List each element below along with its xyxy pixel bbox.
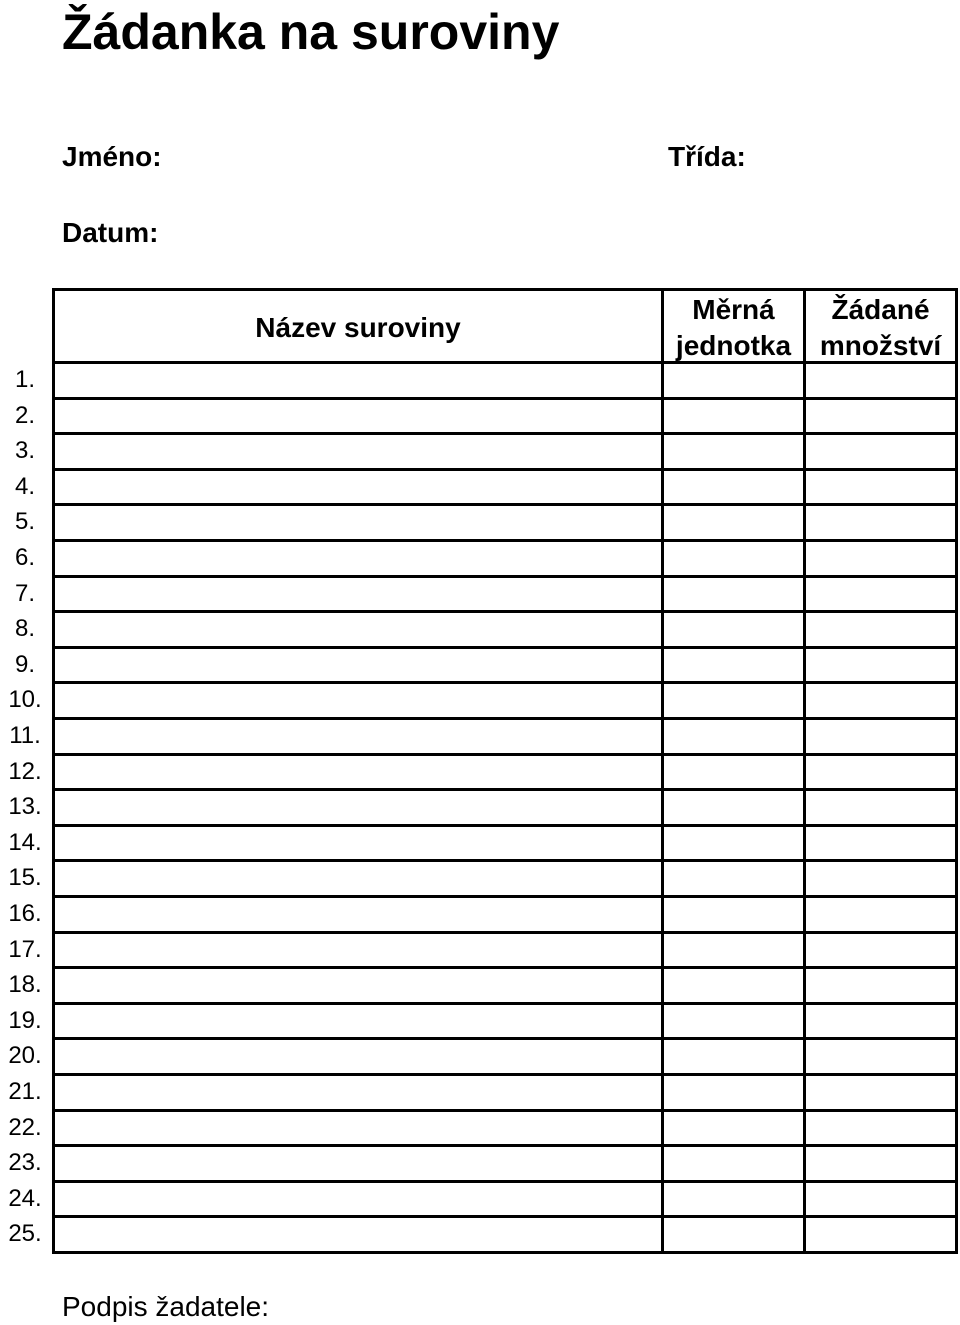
row-line bbox=[55, 1180, 955, 1183]
row-line bbox=[55, 1037, 955, 1040]
raw-materials-table bbox=[52, 288, 958, 1254]
signature-label: Podpis žadatele: bbox=[62, 1291, 270, 1322]
row-line bbox=[55, 575, 955, 578]
row-number: 7. bbox=[14, 579, 35, 607]
row-line bbox=[55, 824, 955, 827]
row-number: 21. bbox=[8, 1078, 42, 1105]
row-number: 1. bbox=[14, 366, 35, 393]
row-number: 13. bbox=[8, 793, 42, 821]
row-number: 17. bbox=[8, 935, 42, 963]
row-number: 23. bbox=[8, 1149, 42, 1177]
row-line bbox=[55, 1002, 955, 1005]
header-quantity-line2: množství bbox=[819, 330, 942, 361]
row-number: 12. bbox=[8, 757, 42, 785]
row-line bbox=[55, 1109, 955, 1112]
header-quantity bbox=[806, 291, 955, 365]
row-line bbox=[55, 610, 955, 613]
class-label: Třída: bbox=[668, 141, 746, 172]
row-number: 4. bbox=[14, 472, 35, 500]
row-line bbox=[55, 646, 955, 649]
row-number: 18. bbox=[8, 971, 42, 999]
row-number: 16. bbox=[8, 900, 42, 927]
row-number: 10. bbox=[8, 686, 42, 714]
name-label: Jméno: bbox=[62, 141, 162, 172]
row-line bbox=[55, 859, 955, 862]
row-line bbox=[55, 753, 955, 756]
row-line bbox=[55, 931, 955, 934]
row-line bbox=[55, 717, 955, 720]
row-number: 6. bbox=[14, 544, 35, 571]
header-unit-line2: jednotka bbox=[675, 330, 792, 361]
row-number: 9. bbox=[14, 650, 35, 678]
form-title: Žádanka na suroviny bbox=[62, 4, 560, 60]
row-line bbox=[55, 895, 955, 898]
row-number: 11. bbox=[9, 722, 41, 749]
row-number: 25. bbox=[8, 1220, 42, 1248]
row-line bbox=[55, 503, 955, 506]
row-line bbox=[55, 1073, 955, 1076]
header-material-name bbox=[55, 291, 661, 365]
row-number: 2. bbox=[14, 401, 35, 429]
row-line bbox=[55, 539, 955, 542]
row-number: 19. bbox=[8, 1006, 42, 1034]
row-number: 3. bbox=[14, 437, 35, 465]
row-line bbox=[55, 681, 955, 684]
row-line bbox=[55, 966, 955, 969]
header-material-name-text: Název suroviny bbox=[255, 312, 461, 343]
row-number: 5. bbox=[14, 508, 35, 536]
row-number: 14. bbox=[8, 828, 42, 856]
row-number: 15. bbox=[8, 864, 42, 892]
row-line bbox=[55, 1144, 955, 1147]
header-unit bbox=[664, 291, 803, 365]
row-number: 22. bbox=[8, 1113, 42, 1141]
header-quantity-line1: Žádané bbox=[831, 294, 930, 325]
row-number: 8. bbox=[14, 615, 35, 643]
row-number: 24. bbox=[8, 1184, 42, 1212]
date-label: Datum: bbox=[62, 217, 159, 248]
row-line bbox=[55, 468, 955, 471]
row-line bbox=[55, 1215, 955, 1218]
row-line bbox=[55, 361, 955, 364]
header-unit-line1: Měrná bbox=[692, 294, 775, 325]
row-line bbox=[55, 397, 955, 400]
row-number: 20. bbox=[8, 1042, 42, 1070]
row-line bbox=[55, 432, 955, 435]
row-line bbox=[55, 788, 955, 791]
